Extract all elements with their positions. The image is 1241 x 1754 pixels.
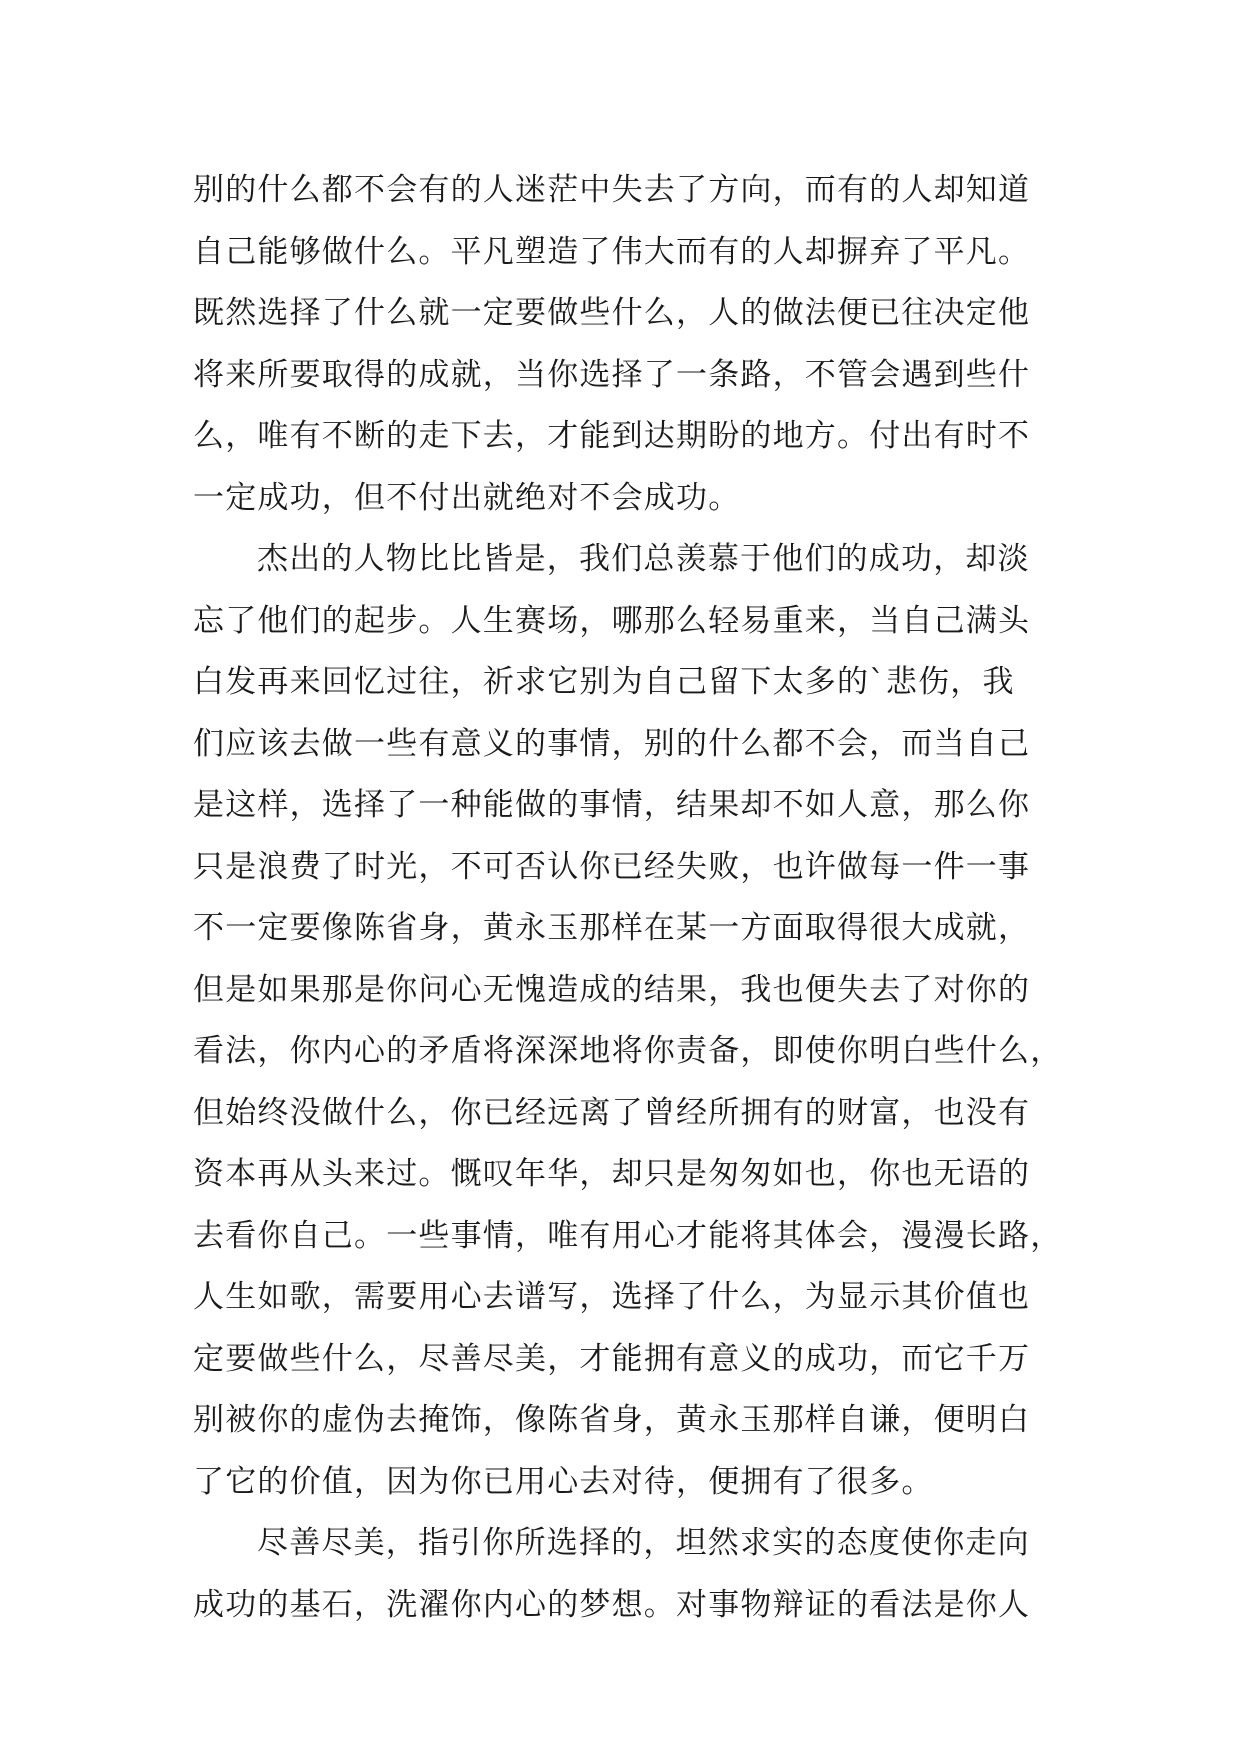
text-line: 自己能够做什么。平凡塑造了伟大而有的人却摒弃了平凡。 (193, 233, 1031, 270)
text-line: 只是浪费了时光，不可否认你已经失败，也许做每一件一事 (193, 848, 1031, 885)
text-line: 不一定要像陈省身，黄永玉那样在某一方面取得很大成就， (193, 910, 1031, 946)
text-line: 一定成功，但不付出就绝对不会成功。 (193, 479, 741, 516)
text-line-first: 杰出的人物比比皆是，我们总羡慕于他们的成功，却淡 (257, 541, 1030, 577)
text-line: 别被你的虚伪去掩饰，像陈省身，黄永玉那样自谦，便明白 (193, 1402, 1031, 1438)
text-line: 别的什么都不会有的人迷茫中失去了方向，而有的人却知道 (193, 172, 1031, 208)
text-line: 人生如歌，需要用心去谱写，选择了什么，为显示其价值也 (193, 1279, 1031, 1315)
text-line: 们应该去做一些有意义的事情，别的什么都不会，而当自己 (193, 725, 1031, 762)
text-line: 了它的价值，因为你已用心去对待，便拥有了很多。 (193, 1463, 934, 1500)
text-line-first: 尽善尽美，指引你所选择的，坦然求实的态度使你走向 (257, 1525, 1030, 1561)
text-line: 忘了他们的起步。人生赛场，哪那么轻易重来，当自己满头 (193, 602, 1031, 639)
text-line: 去看你自己。一些事情，唯有用心才能将其体会，漫漫长路， (193, 1217, 1063, 1254)
text-line: 既然选择了什么就一定要做些什么，人的做法便已往决定他 (193, 295, 1031, 331)
text-line: 看法，你内心的矛盾将深深地将你责备，即使你明白些什么， (193, 1033, 1063, 1069)
text-line: 将来所要取得的成就，当你选择了一条路，不管会遇到些什 (193, 356, 1031, 393)
text-line: 白发再来回忆过往，祈求它别为自己留下太多的`悲伤，我 (193, 664, 1015, 700)
body-text (193, 160, 1073, 1636)
text-line: 是这样，选择了一种能做的事情，结果却不如人意，那么你 (193, 787, 1031, 823)
text-line: 成功的基石，洗濯你内心的梦想。对事物辩证的看法是你人 (193, 1586, 1031, 1623)
text-line: 么，唯有不断的走下去，才能到达期盼的地方。付出有时不 (193, 418, 1031, 454)
text-line: 但是如果那是你问心无愧造成的结果，我也便失去了对你的 (193, 971, 1031, 1008)
text-line: 资本再从头来过。慨叹年华，却只是匆匆如也，你也无语的 (193, 1156, 1031, 1192)
text-line: 定要做些什么，尽善尽美，才能拥有意义的成功，而它千万 (193, 1340, 1031, 1377)
text-line: 但始终没做什么，你已经远离了曾经所拥有的财富，也没有 (193, 1094, 1031, 1131)
